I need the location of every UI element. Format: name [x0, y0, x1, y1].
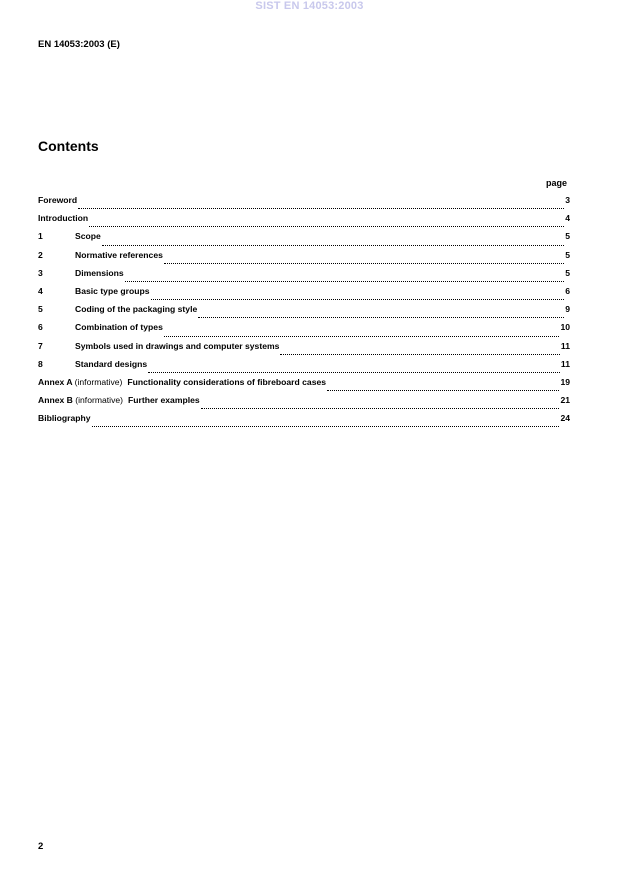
- toc-entry-scope[interactable]: [38, 231, 570, 249]
- annex-label: [38, 395, 123, 405]
- table-of-contents: [38, 195, 570, 431]
- leader-dots: [164, 263, 564, 264]
- annex-informative: (informative): [74, 376, 123, 387]
- toc-page: 9: [565, 304, 570, 315]
- leader-dots: [92, 426, 560, 427]
- toc-entry-standard-designs[interactable]: [38, 359, 570, 377]
- toc-entry-combination-of-types[interactable]: [38, 322, 570, 340]
- toc-title: Bibliography: [38, 413, 91, 424]
- leader-dots: [164, 336, 560, 337]
- toc-number: 1: [38, 231, 43, 242]
- page-number: 2: [38, 841, 44, 852]
- toc-entry-annex-b[interactable]: [38, 395, 570, 413]
- annex-prefix: Annex A: [38, 376, 73, 387]
- annex-informative: (informative): [75, 395, 124, 406]
- toc-title: Dimensions: [75, 267, 124, 278]
- leader-dots: [89, 226, 564, 227]
- toc-title: Normative references: [75, 249, 163, 260]
- leader-dots: [78, 208, 564, 209]
- toc-title: Coding of the packaging style: [75, 304, 198, 315]
- annex-prefix: Annex B: [38, 395, 73, 406]
- leader-dots: [280, 354, 560, 355]
- toc-page: 5: [565, 249, 570, 260]
- toc-title: Scope: [75, 231, 101, 242]
- toc-entry-bibliography[interactable]: [38, 413, 570, 431]
- toc-entry-normative-references[interactable]: [38, 250, 570, 268]
- toc-page: 10: [560, 322, 570, 333]
- toc-page: 24: [560, 413, 570, 424]
- document-id: EN 14053:2003 (E): [38, 39, 120, 50]
- toc-page: 3: [565, 195, 570, 205]
- toc-number: 4: [38, 285, 43, 296]
- toc-entry-basic-type-groups[interactable]: [38, 286, 570, 304]
- leader-dots: [327, 390, 559, 391]
- toc-title: Combination of types: [75, 322, 163, 333]
- toc-page: 21: [560, 395, 570, 406]
- toc-page: 4: [565, 213, 570, 224]
- toc-entry-symbols[interactable]: [38, 341, 570, 359]
- toc-number: 2: [38, 249, 43, 260]
- leader-dots: [125, 281, 565, 282]
- leader-dots: [148, 372, 560, 373]
- leader-dots: [198, 317, 564, 318]
- toc-number: 6: [38, 322, 43, 333]
- toc-entry-introduction[interactable]: [38, 213, 570, 231]
- toc-title: Functionality considerations of fibreboard cases: [127, 376, 327, 387]
- toc-number: 5: [38, 304, 43, 315]
- toc-title: Introduction: [38, 213, 89, 224]
- toc-entry-foreword[interactable]: [38, 195, 570, 213]
- toc-page: 5: [565, 267, 570, 278]
- toc-title: Standard designs: [75, 358, 148, 369]
- leader-dots: [102, 245, 564, 246]
- page-title: Contents: [38, 138, 99, 154]
- toc-title: Symbols used in drawings and computer systems: [75, 340, 280, 351]
- toc-page: 5: [565, 231, 570, 242]
- toc-entry-coding-packaging-style[interactable]: [38, 304, 570, 322]
- annex-label: [38, 377, 122, 387]
- page-column-label: page: [545, 178, 567, 188]
- toc-page: 6: [565, 285, 570, 296]
- toc-title: Further examples: [128, 395, 200, 406]
- toc-page: 19: [560, 376, 570, 387]
- toc-title: Basic type groups: [75, 285, 150, 296]
- leader-dots: [201, 408, 560, 409]
- toc-entry-dimensions[interactable]: [38, 268, 570, 286]
- toc-entry-annex-a[interactable]: [38, 377, 570, 395]
- toc-number: 7: [38, 340, 43, 351]
- toc-page: 11: [560, 340, 570, 351]
- toc-page: 11: [560, 358, 570, 369]
- toc-number: 3: [38, 267, 43, 278]
- toc-title: Foreword: [38, 195, 78, 205]
- toc-number: 8: [38, 358, 43, 369]
- watermark: SIST EN 14053:2003: [255, 0, 364, 12]
- leader-dots: [151, 299, 565, 300]
